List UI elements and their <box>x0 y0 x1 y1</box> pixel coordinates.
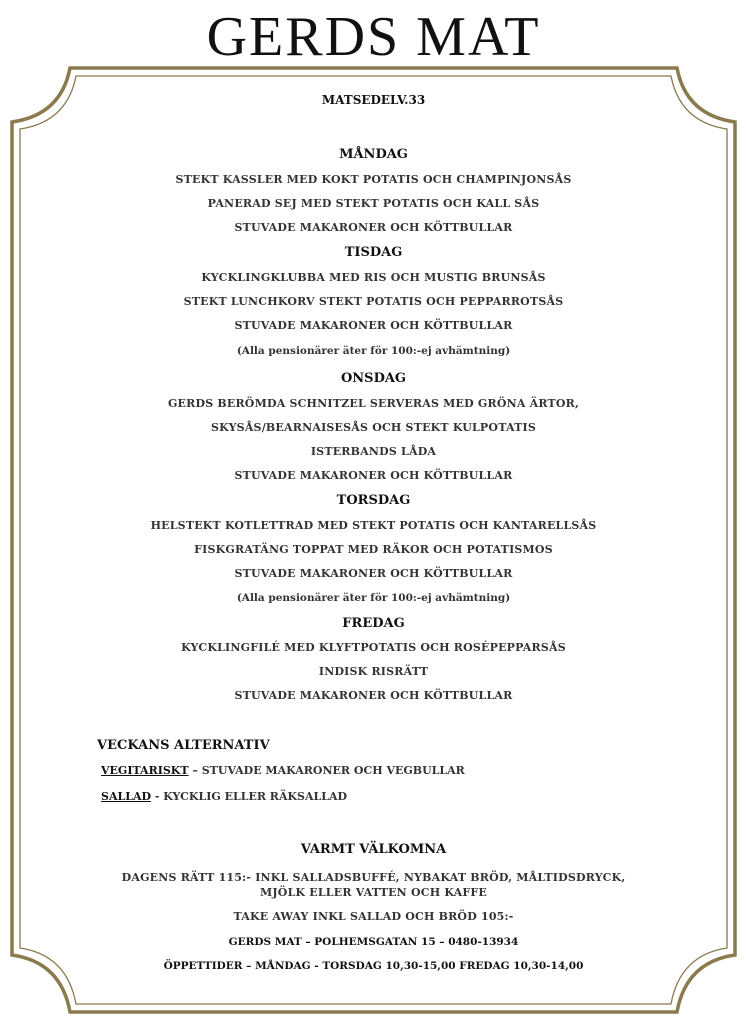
menu-item: STUVADE MAKARONER OCH KÖTTBULLAR <box>234 319 513 332</box>
menu-item: ISTERBANDS LÅDA <box>310 445 437 458</box>
menu-item: KYCKLINGFILÉ MED KLYFTPOTATIS OCH ROSÉPEPPARSÅS <box>181 641 566 654</box>
day-heading-wednesday: ONSDAG <box>340 371 407 386</box>
welcome-text: VARMT VÄLKOMNA <box>300 842 447 857</box>
menu-item: FISKGRATÄNG TOPPAT MED RÄKOR OCH POTATISMOS <box>194 543 553 556</box>
menu-item: STUVADE MAKARONER OCH KÖTTBULLAR <box>234 221 513 234</box>
vegetarian-alternative <box>101 764 465 777</box>
salad-text: - KYCKLIG ELLER RÄKSALLAD <box>151 790 348 803</box>
menu-item: KYCKLINGKLUBBA MED RIS OCH MUSTIG BRUNSÅS <box>201 271 546 284</box>
day-heading-monday: MÅNDAG <box>339 147 408 162</box>
pensioner-note: (Alla pensionärer äter för 100:-ej avhämtning) <box>236 345 511 357</box>
salad-label: SALLAD <box>101 790 152 803</box>
address-line: GERDS MAT – POLHEMSGATAN 15 – 0480-13934 <box>228 936 519 948</box>
vegetarian-text: – STUVADE MAKARONER OCH VEGBULLAR <box>188 764 465 777</box>
day-heading-friday: FREDAG <box>342 616 405 631</box>
menu-item: SKYSÅS/BEARNAISESÅS OCH STEKT KULPOTATIS <box>211 421 536 434</box>
day-heading-thursday: TORSDAG <box>336 493 411 508</box>
menu-item: STEKT LUNCHKORV STEKT POTATIS OCH PEPPARROTSÅS <box>183 295 564 308</box>
restaurant-title: GERDS MAT <box>206 6 541 68</box>
price-line: DAGENS RÄTT 115:- INKL SALLADSBUFFÉ, NYBAKAT BRÖD, MÅLTIDSDRYCK, <box>121 871 626 884</box>
week-title: MATSEDELV.33 <box>321 93 426 107</box>
menu-item: INDISK RISRÄTT <box>318 665 429 678</box>
menu-item: STUVADE MAKARONER OCH KÖTTBULLAR <box>234 567 513 580</box>
alternatives-heading: VECKANS ALTERNATIV <box>97 738 270 753</box>
takeaway-line: TAKE AWAY INKL SALLAD OCH BRÖD 105:- <box>233 910 514 923</box>
menu-item: GERDS BERÖMDA SCHNITZEL SERVERAS MED GRÖNA ÄRTOR, <box>167 397 580 410</box>
menu-item: STUVADE MAKARONER OCH KÖTTBULLAR <box>234 469 513 482</box>
menu-item: STEKT KASSLER MED KOKT POTATIS OCH CHAMPINJONSÅS <box>175 173 572 186</box>
opening-hours: ÖPPETTIDER – MÅNDAG - TORSDAG 10,30-15,00 FREDAG 10,30-14,00 <box>163 960 584 972</box>
menu-item: STUVADE MAKARONER OCH KÖTTBULLAR <box>234 689 513 702</box>
vegetarian-label: VEGITARISKT <box>101 764 189 777</box>
menu-item: PANERAD SEJ MED STEKT POTATIS OCH KALL SÅS <box>207 197 540 210</box>
price-line: MJÖLK ELLER VATTEN OCH KAFFE <box>260 886 487 899</box>
menu-item: HELSTEKT KOTLETTRAD MED STEKT POTATIS OCH KANTARELLSÅS <box>150 519 597 532</box>
frame-inner-border <box>20 76 727 1004</box>
salad-alternative <box>101 790 347 803</box>
pensioner-note: (Alla pensionärer äter för 100:-ej avhämtning) <box>236 592 511 604</box>
day-heading-tuesday: TISDAG <box>344 245 403 260</box>
